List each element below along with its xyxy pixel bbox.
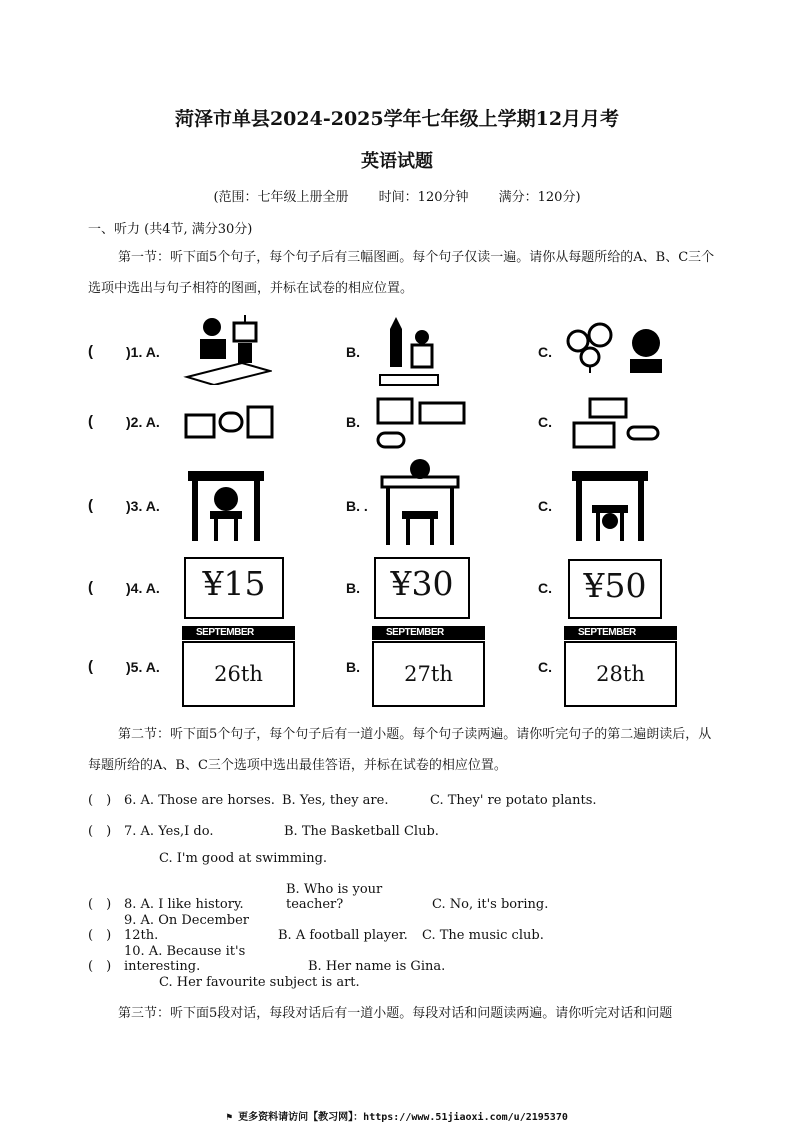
exam-subtitle: 英语试题	[361, 151, 433, 172]
question-8: ( ) 8. A. I like history.B. Who is your teacher? C. No, it's boring.	[88, 882, 549, 912]
boy-rocket-picture	[378, 315, 440, 387]
part2-instructions: 第二节：听下面5个句子，每个句子后有一道小题。每个句子读两遍。请你听完句子的第二遍朗读后，从每题所给的A、B、C三个选项中选出最佳答语，并标在试卷的相应位置。	[88, 727, 712, 773]
picture-question-4: ( )4. A. ¥15 B. ¥30 C. ¥50	[88, 557, 708, 617]
part1-instructions: 第一节：听下面5个句子，每个句子后有三幅图画。每个句子仅读一遍。请你从每题所给的A、B、C三个选项中选出与句子相符的图画，并标在试卷的相应位置。	[88, 250, 715, 296]
desk-chair-picture-c	[570, 469, 650, 543]
buildings-track-picture-c	[570, 395, 664, 451]
question-10: ( )10. A. Because it's interesting. B. Her name is Gina.	[88, 944, 446, 974]
question-6: ( ) 6. A. Those are horses. B. Yes, they are. C. They' re potato plants.	[88, 793, 597, 808]
price-tag-b: ¥30	[374, 557, 470, 619]
picture-question-1: ( )1. A. B. C.	[88, 315, 708, 375]
exam-time: 时间：120分钟	[378, 190, 469, 205]
price-tag-c: ¥50	[568, 559, 662, 619]
section-heading: 一、听力 (共4节, 满分30分)	[88, 222, 253, 237]
part3-instructions: 第三节：听下面5段对话，每段对话后有一道小题。每段对话和问题读两遍。请你听完对话和问题	[118, 1006, 673, 1021]
picture-question-3: ( )3. A. B. . C.	[88, 465, 708, 525]
footer-link[interactable]: ⚑ 更多资料请访问【教习网】：https://www.51jiaoxi.com/u/2195370	[226, 1112, 568, 1123]
flowers-boy-picture	[562, 321, 666, 373]
buildings-track-picture-a	[184, 403, 274, 439]
calendar-b: SEPTEMBER 27th	[372, 626, 485, 708]
exam-info	[0, 186, 794, 205]
calendar-c: SEPTEMBER 28th	[564, 626, 677, 708]
price-tag-a: ¥15	[184, 557, 284, 619]
desk-chair-picture-b	[380, 459, 460, 547]
exam-range: (范围：七年级上册全册	[213, 190, 349, 205]
boy-robot-picture	[182, 315, 272, 385]
question-7-option-c: C. I'm good at swimming.	[159, 851, 328, 866]
question-7: ( ) 7. A. Yes,I do. B. The Basketball Club.	[88, 824, 439, 839]
question-9: ( )9. A. On December 12th. B. A football player. C. The music club.	[88, 913, 544, 943]
picture-question-5: ( )5. A. SEPTEMBER 26th B. SEPTEMBER 27th C. SEPTEMBER 28th	[88, 626, 708, 686]
calendar-a: SEPTEMBER 26th	[182, 626, 295, 708]
exam-score: 满分：120分)	[498, 190, 581, 205]
buildings-track-picture-b	[376, 395, 468, 451]
desk-chair-picture-a	[186, 469, 266, 543]
flag-icon: ⚑	[226, 1112, 239, 1123]
question-10-option-c: C. Her favourite subject is art.	[159, 975, 360, 990]
picture-question-2: ( )2. A. B. C.	[88, 395, 708, 455]
exam-title: 菏泽市单县2024-2025学年七年级上学期12月月考	[174, 108, 620, 130]
